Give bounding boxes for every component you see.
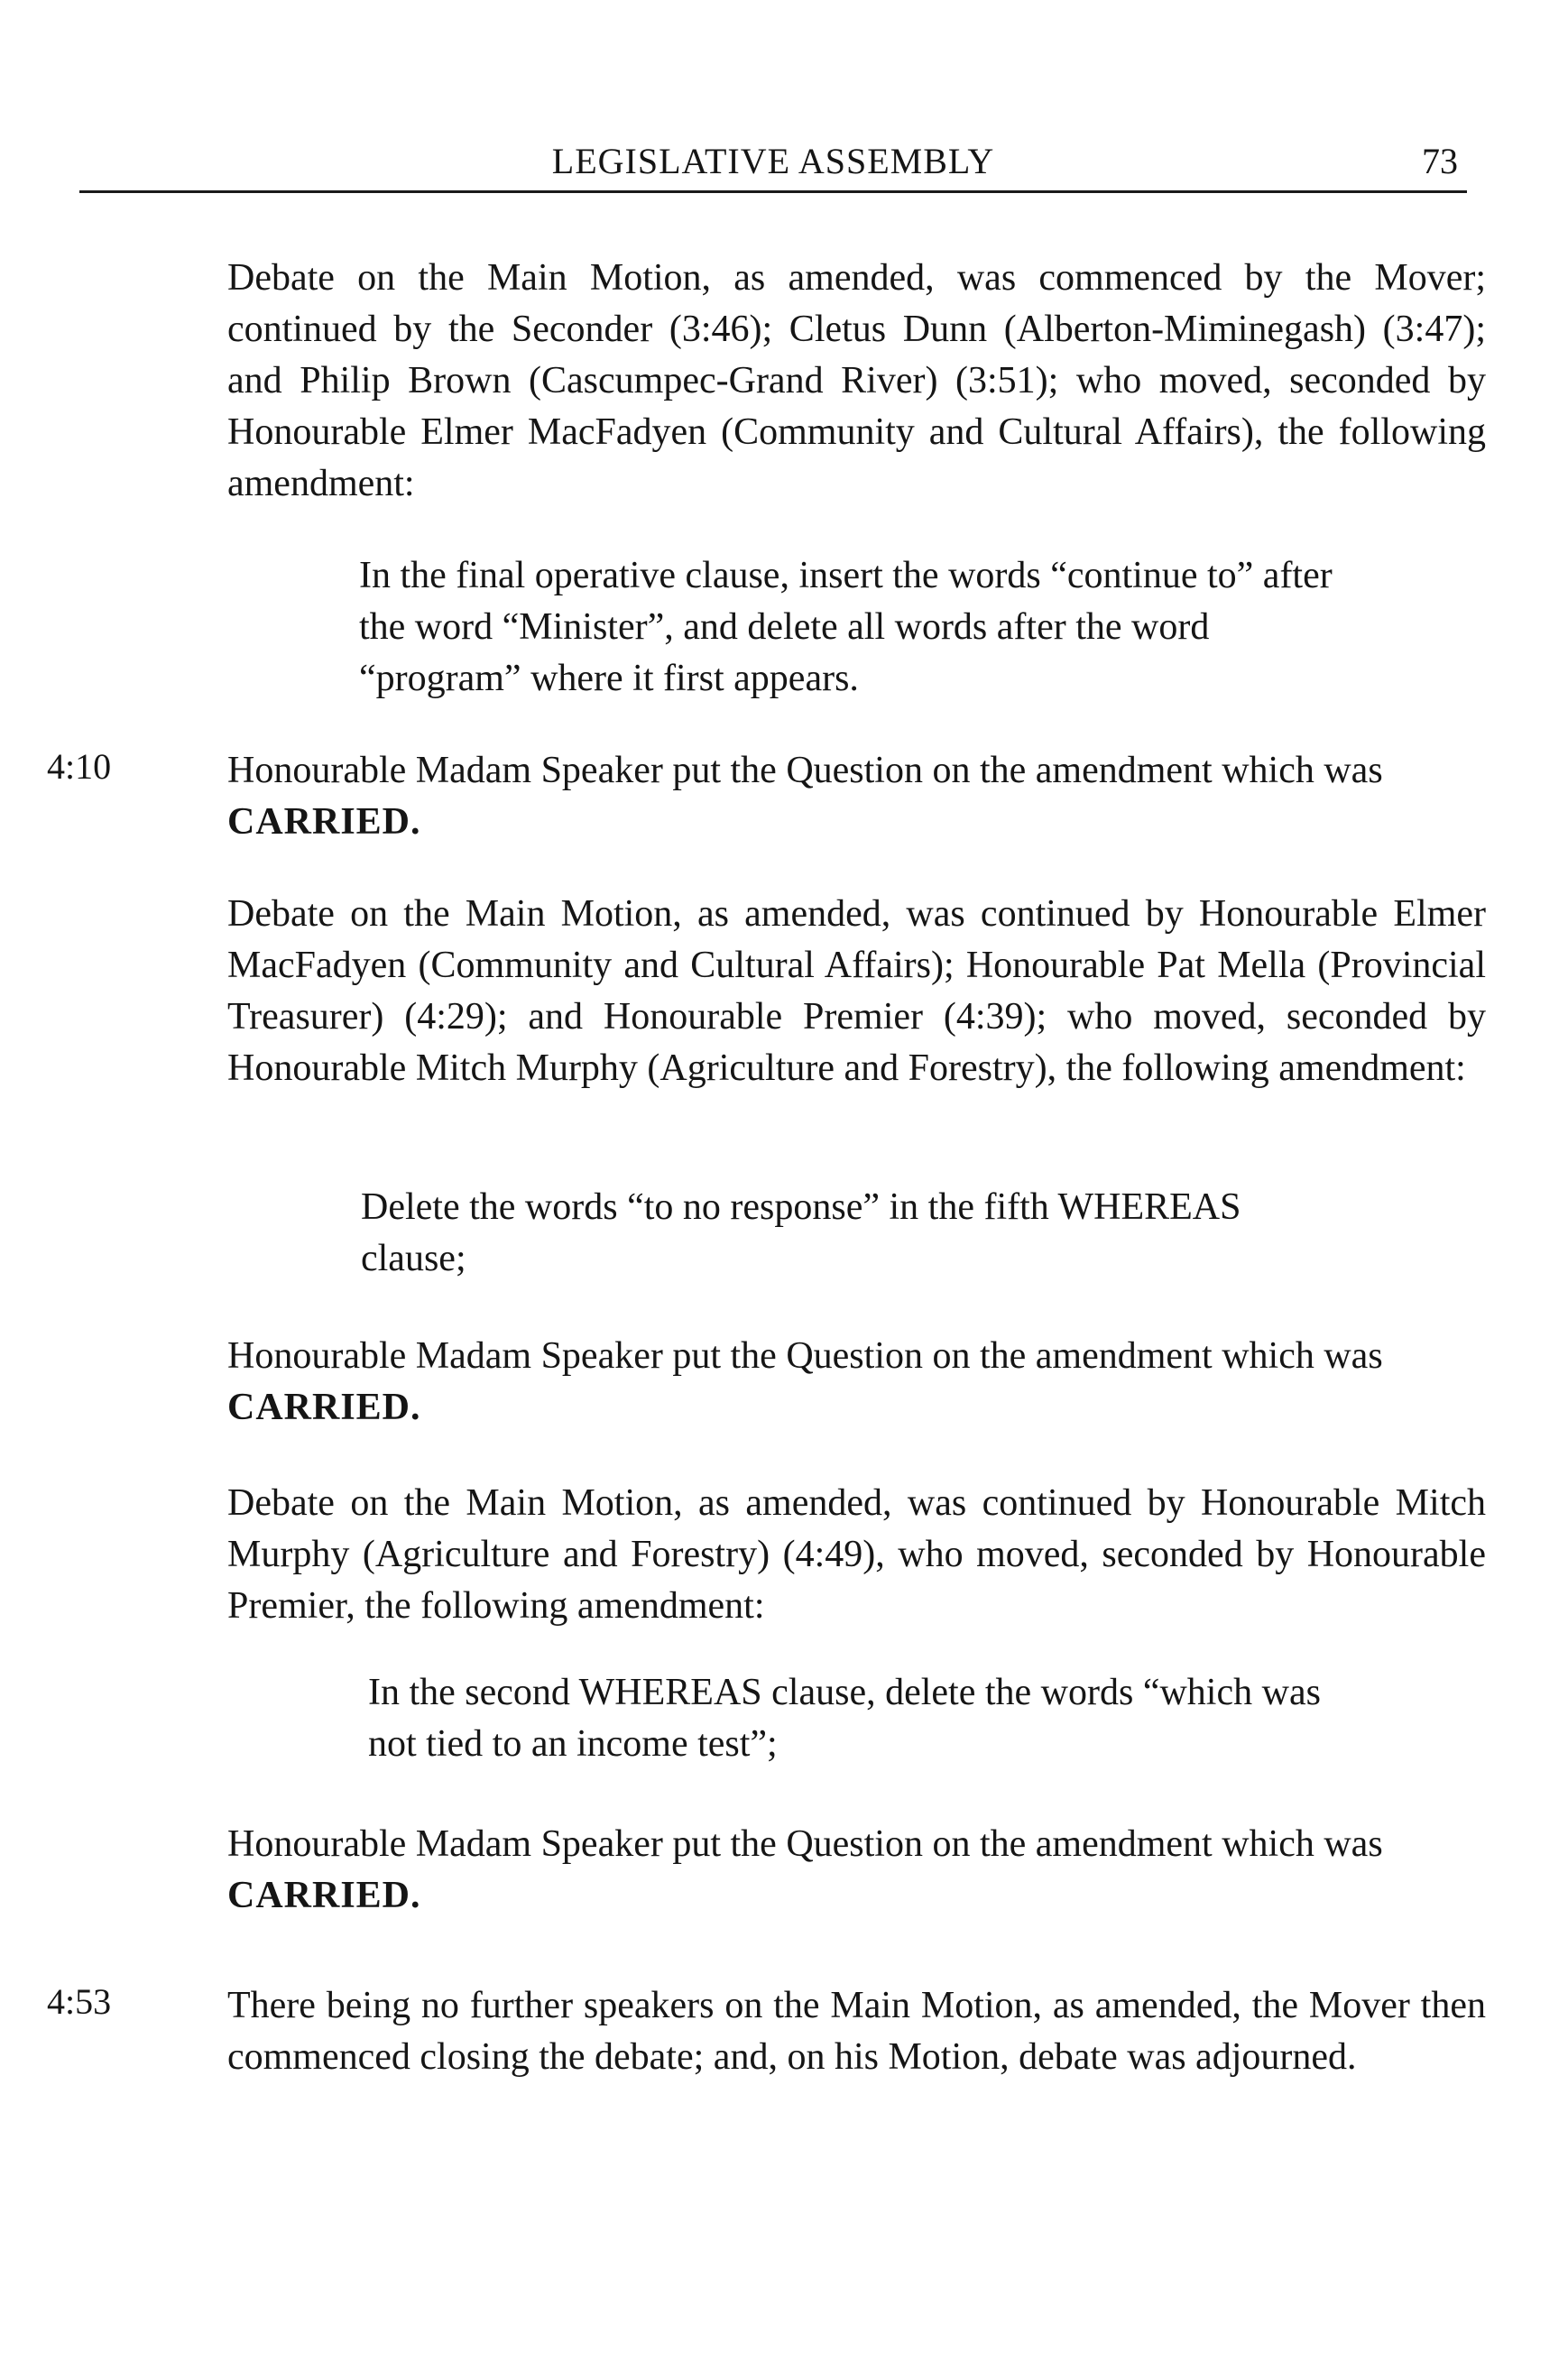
paragraph-debate-commenced: Debate on the Main Motion, as amended, was commenced by the Mover; continued by the Seconder (3:46); Cletus Dunn (Alberton-Miminegash) (3:47); and Philip Brown (Cascumpec-Grand River) (3:51); who moved, seconded by Honourable Elmer MacFadyen (Community and Cultural Affairs), the following amendment: [227, 257, 1486, 504]
paragraph-closing-debate: There being no further speakers on the Main Motion, as amended, the Mover then commenced closing the debate; and, on his Motion, debate was adjourned. [227, 1985, 1486, 2078]
paragraph-debate-continued-1: Debate on the Main Motion, as amended, was continued by Honourable Elmer MacFadyen (Community and Cultural Affairs); Honourable Pat Mella (Provincial Treasurer) (4:29); and Honourable Premier (4:39); who moved, seconded by Honourable Mitch Murphy (Agriculture and Forestry), the following amendment: [227, 893, 1486, 1089]
amendment-text-3: In the second WHEREAS clause, delete the words “which was not tied to an income test”; [368, 1672, 1321, 1765]
paragraph-debate-continued-2: Debate on the Main Motion, as amended, was continued by Honourable Mitch Murphy (Agriculture and Forestry) (4:49), who moved, seconded by Honourable Premier, the following amendment: [227, 1482, 1486, 1627]
carried-label: CARRIED. [227, 1875, 421, 1916]
amendment-text-2: Delete the words “to no response” in the fifth WHEREAS clause; [361, 1186, 1241, 1279]
page-number: 73 [1422, 141, 1458, 181]
question-text: Honourable Madam Speaker put the Question on the amendment which was [227, 1823, 1383, 1865]
question-text: Honourable Madam Speaker put the Question on the amendment which was [227, 750, 1383, 791]
amendment-text-1: In the final operative clause, insert the words “continue to” after the word “Minister”, and delete all words after the word “program” where it first appears. [359, 555, 1333, 699]
running-head [79, 140, 1467, 193]
paragraph-question-2 [227, 1331, 1486, 1434]
page-title: LEGISLATIVE ASSEMBLY [551, 141, 995, 181]
time-marker-4-53: 4:53 [47, 1981, 112, 2022]
paragraph-question-1 [227, 745, 1486, 848]
carried-label: CARRIED. [227, 1387, 421, 1428]
time-marker-4-10: 4:10 [47, 746, 112, 787]
carried-label: CARRIED. [227, 801, 421, 843]
paragraph-question-3 [227, 1819, 1486, 1922]
question-text: Honourable Madam Speaker put the Question on the amendment which was [227, 1335, 1383, 1377]
